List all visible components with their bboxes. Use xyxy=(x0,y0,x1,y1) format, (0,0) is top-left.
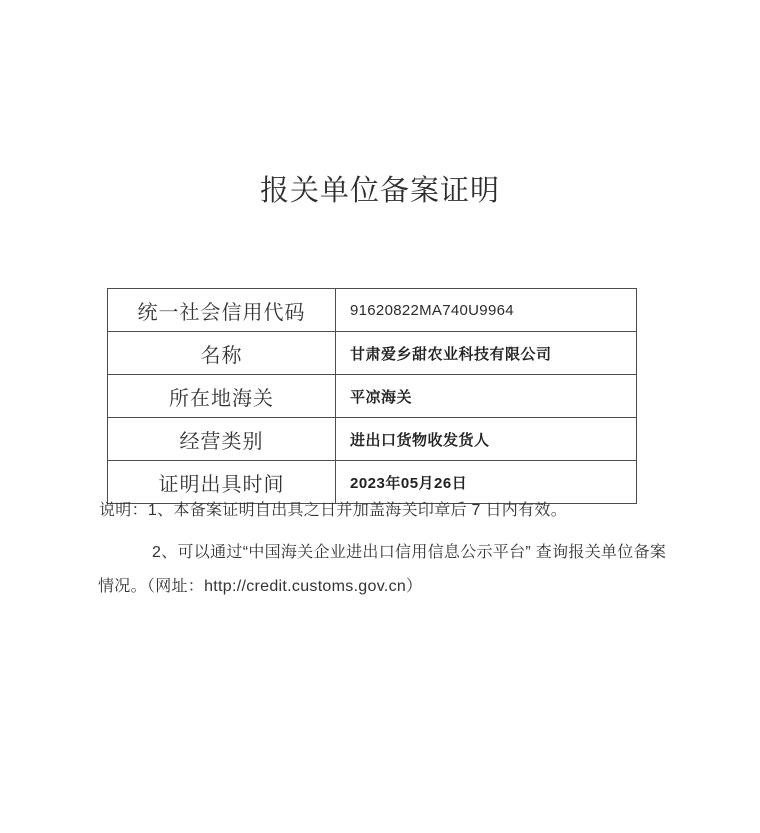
row-label-issue-date: 证明出具时间 xyxy=(108,461,336,504)
row-label-business-category: 经营类别 xyxy=(108,418,336,461)
row-label-customs-location: 所在地海关 xyxy=(108,375,336,418)
row-value-credit-code: 91620822MA740U9964 xyxy=(336,289,637,332)
row-label-company-name: 名称 xyxy=(108,332,336,375)
table-row xyxy=(108,461,637,504)
table-row xyxy=(108,418,637,461)
table-row xyxy=(108,289,637,332)
row-value-issue-date: 2023年05月26日 xyxy=(336,461,637,504)
row-value-customs-location: 平凉海关 xyxy=(336,375,637,418)
row-value-business-category: 进出口货物收发货人 xyxy=(336,418,637,461)
row-value-company-name: 甘肃爱乡甜农业科技有限公司 xyxy=(336,332,637,375)
table-row xyxy=(108,332,637,375)
table-row xyxy=(108,375,637,418)
certificate-table xyxy=(107,288,637,504)
row-label-credit-code: 统一社会信用代码 xyxy=(108,289,336,332)
note-line-2: 2、可以通过“中国海关企业进出口信用信息公示平台” 查询报关单位备案 xyxy=(152,544,667,561)
note-line-1: 说明：1、本备案证明自出具之日并加盖海关印章后 7 日内有效。 xyxy=(99,502,567,519)
document-title: 报关单位备案证明 xyxy=(259,175,500,207)
note-line-3: 情况。（网址：http://credit.customs.gov.cn） xyxy=(98,578,423,595)
